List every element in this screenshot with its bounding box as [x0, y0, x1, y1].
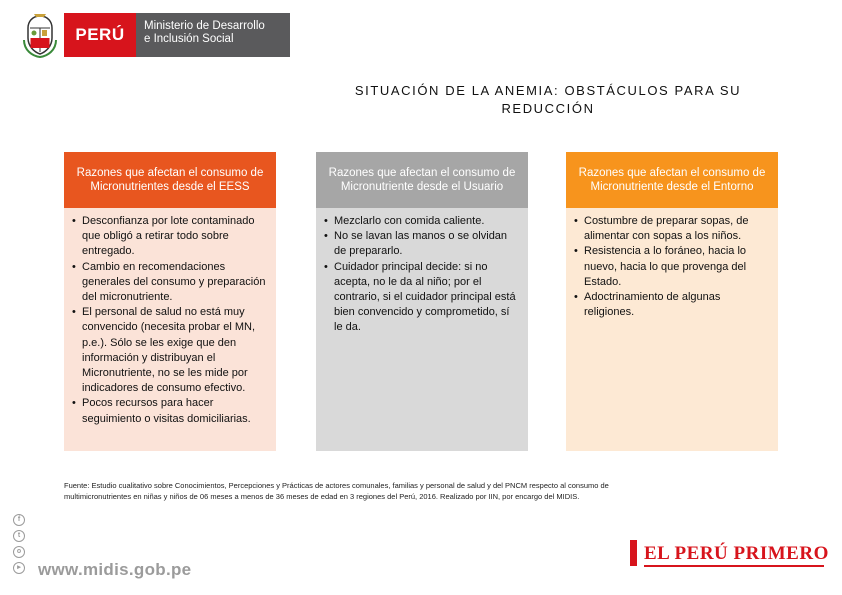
column-heading: Razones que afectan el consumo de Micronutriente desde el Usuario — [316, 152, 528, 208]
list-item: • Pocos recursos para hacer seguimiento o visitas domiciliarias. — [72, 396, 268, 426]
logo-country: PERÚ — [64, 13, 136, 57]
website-link[interactable]: www.midis.gob.pe — [38, 560, 192, 579]
youtube-icon[interactable]: ▸ — [13, 562, 25, 574]
list-item: • Adoctrinamiento de algunas religiones. — [574, 290, 770, 320]
list-item: • Cuidador principal decide: si no acepta, no le da al niño; por el contrario, si el cuidador principal está bien convencido y comprometido, sí le da. — [324, 260, 520, 336]
list-item: • Mezclarlo con comida caliente. — [324, 214, 520, 229]
source-footnote: Fuente: Estudio cualitativo sobre Conocimientos, Percepciones y Prácticas de actores comunales, familias y personal de salud y del PNCM respecto al consumo de multimicronutrientes en niñas y niños de 06 meses a menos de 36 meses de edad en 3 regiones del Perú, 2016. Realizado por IIN, por encargo del MIDIS. — [64, 481, 609, 501]
logo-line-1: Ministerio de Desarrollo — [144, 20, 265, 32]
column-body — [64, 208, 276, 451]
instagram-icon[interactable]: o — [13, 546, 25, 558]
title-line-2: REDUCCIÓN — [501, 101, 595, 116]
column-heading: Razones que afectan el consumo de Micronutriente desde el Entorno — [566, 152, 778, 208]
list-item: • No se lavan las manos o se olvidan de prepararlo. — [324, 229, 520, 259]
page-title — [300, 82, 796, 118]
list-item: • Costumbre de preparar sopas, de alimentar con sopas a los niños. — [574, 214, 770, 244]
list-item: • Resistencia a lo foráneo, hacia lo nuevo, hacia lo que provenga del Estado. — [574, 244, 770, 290]
logo-line-2: e Inclusión Social — [144, 33, 234, 45]
column-body — [566, 208, 778, 451]
column-entorno — [566, 152, 778, 451]
twitter-icon[interactable]: t — [13, 530, 25, 542]
list-item: • Desconfianza por lote contaminado que obligó a retirar todo sobre entregado. — [72, 214, 268, 260]
ministry-header — [22, 12, 272, 60]
list-item: • Cambio en recomendaciones generales del consumo y preparación del micronutriente. — [72, 260, 268, 306]
column-usuario — [316, 152, 528, 451]
list-item: • El personal de salud no está muy convencido (necesita probar el MN, p.e.). Sólo se les exige que den información y distribuyan el Micronutriente, no se les mide por indicadores de consumo efectivo. — [72, 305, 268, 396]
brand-text: EL PERÚ PRIMERO — [644, 543, 829, 564]
column-heading: Razones que afectan el consumo de Micronutrientes desde el EESS — [64, 152, 276, 208]
column-body — [316, 208, 528, 451]
facebook-icon[interactable]: f — [13, 514, 25, 526]
title-line-1: SITUACIÓN DE LA ANEMIA: OBSTÁCULOS PARA SU — [354, 83, 742, 98]
logo-ministry-name — [136, 13, 290, 57]
social-icons — [13, 514, 27, 578]
brand-logo — [630, 540, 829, 570]
brand-bar — [630, 540, 637, 566]
peru-coat-of-arms-icon — [22, 12, 58, 58]
ministry-logo — [64, 13, 290, 57]
column-eess — [64, 152, 276, 451]
brand-underline — [644, 565, 824, 567]
